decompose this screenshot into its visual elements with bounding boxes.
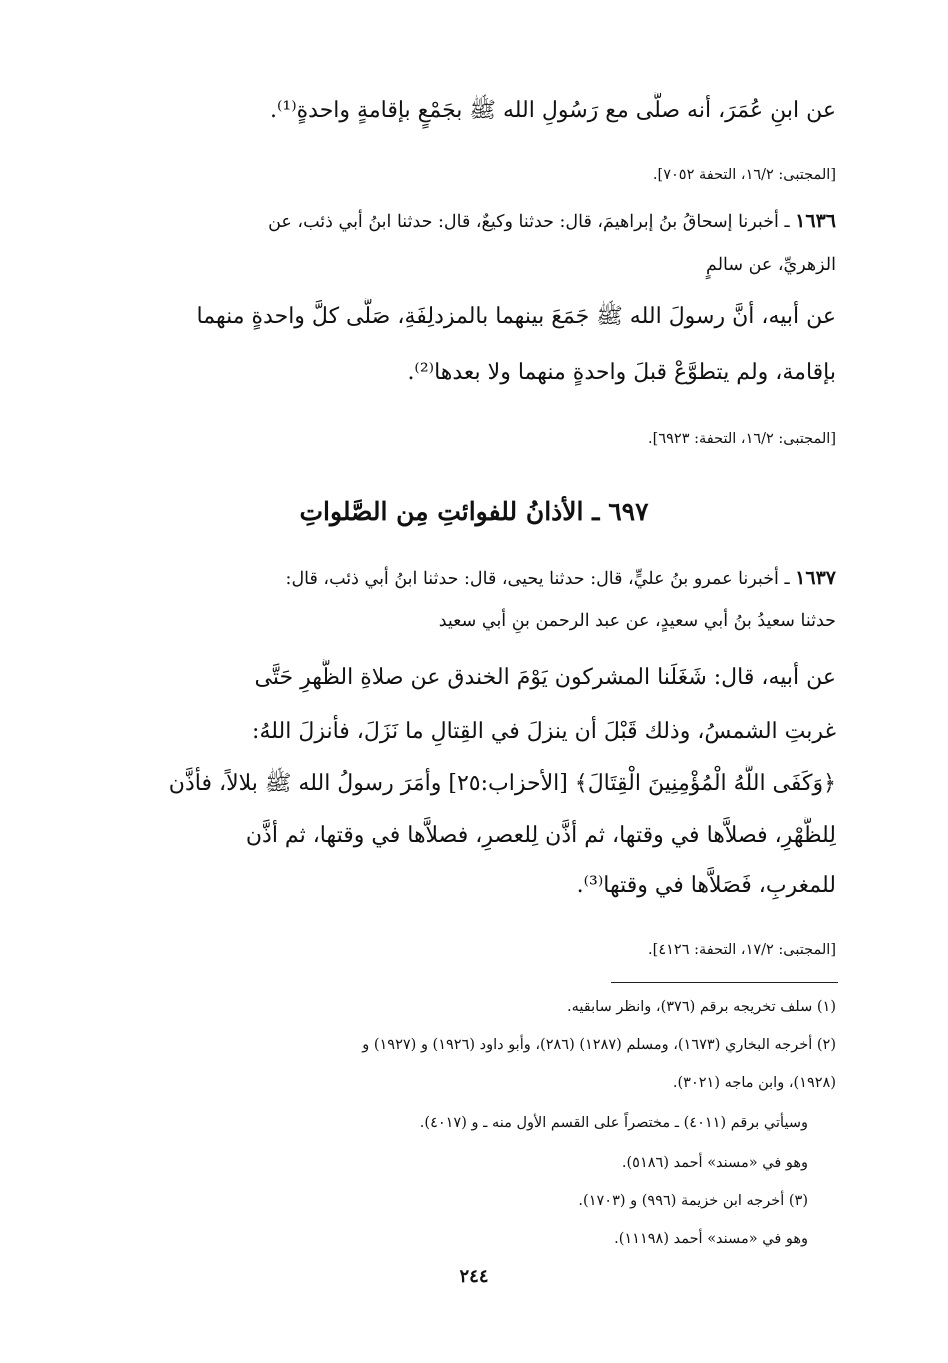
hadith-1637-isnad-line-2: حدثنا سعيدُ بنُ أبي سعيدٍ، عن عبد الرحمن بنِ أبي سعيد <box>438 611 836 631</box>
hadith-1636-isnad-line-1 <box>111 206 836 236</box>
hadith-number-1637: ١٦٣٧ <box>795 567 836 589</box>
reference-1635: [المجتبى: ١٦/٢، التحفة ٧٠٥٢]. <box>652 167 836 183</box>
hadith-number-1636: ١٦٣٦ <box>795 210 836 232</box>
hadith-1637-isnad-line-1 <box>111 563 836 593</box>
reference-1637: [المجتبى: ١٧/٢، التحفة: ٤١٢٦]. <box>648 942 836 958</box>
footnote-1: (١) سلف تخريجه برقم (٣٧٦)، وانظر سابقيه. <box>567 999 836 1015</box>
hadith-1637-isnad-text-1: ـ أخبرنا عمرو بنُ عليٍّ، قال: حدثنا يحيى، قال: حدثنا ابنُ أبي ذئب، قال: <box>285 569 790 589</box>
footnote-3-line-1: (٣) أخرجه ابن خزيمة (٩٩٦) و (١٧٠٣). <box>578 1193 808 1209</box>
hadith-1637-matn-line-2: غربتِ الشمسُ، وذلك قَبْلَ أن ينزلَ في القِتالِ ما نَزَلَ، فأنزلَ اللهُ: <box>252 719 836 744</box>
hadith-1637-matn-line-4: لِلظُّهْرِ، فصلاَّها في وقتها، ثم أذَّن لِلعصرِ، فصلاَّها في وقتها، ثم أذَّن <box>245 823 836 848</box>
footnote-2-line-3: وسيأتي برقم (٤٠١١) ـ مختصراً على القسم الأول منه ـ و (٤٠١٧). <box>419 1115 808 1131</box>
hadith-1636-matn-line-1: عن أبيه، أنَّ رسولَ الله ﷺ جَمَعَ بينهما بالمزدلِفَةِ، صَلَّى كلَّ واحدةٍ منهما <box>196 304 836 329</box>
hadith-1636-matn-line-2: بإقامة، ولم يتطوَّعْ قبلَ واحدةٍ منهما ولا بعدها⁽²⁾. <box>407 360 836 385</box>
reference-1636: [المجتبى: ١٦/٢، التحفة: ٦٩٢٣]. <box>648 431 836 447</box>
hadith-1637-matn-line-5: للمغربِ، فَصَلاَّها في وقتها⁽³⁾. <box>576 873 836 898</box>
footnote-3-line-2: وهو في «مسند» أحمد (١١١٩٨). <box>614 1231 808 1247</box>
text-line-continuation: عن ابنِ عُمَرَ، أنه صلَّى مع رَسُولِ الله ﷺ بجَمْعٍ بإقامةٍ واحدةٍ⁽¹⁾. <box>270 98 836 123</box>
hadith-1637-matn-line-1: عن أبيه، قال: شَغَلَنا المشركون يَوْمَ الخندق عن صلاةِ الظُّهرِ حَتَّى <box>254 665 836 690</box>
hadith-1636-isnad-line-2: الزهريِّ، عن سالمٍ <box>706 255 836 275</box>
hadith-1636-isnad-text-1: ـ أخبرنا إسحاقُ بنُ إبراهيمَ، قال: حدثنا وكيعٌ، قال: حدثنا ابنُ أبي ذئب، عن <box>268 212 790 232</box>
footnote-2-line-1: (٢) أخرجه البخاري (١٦٧٣)، ومسلم (١٢٨٧) (٢٨٦)، وأبو داود (١٩٢٦) و (١٩٢٧) و <box>362 1037 836 1053</box>
hadith-1637-matn-line-3: ﴿وَكَفَى اللَّهُ الْمُؤْمِنِينَ الْقِتَالَ﴾ [الأحزاب:٢٥] وأمَرَ رسولُ الله ﷺ بلالاً، فأذَّن <box>168 771 836 796</box>
page-number: ٢٤٤ <box>459 1266 489 1287</box>
chapter-heading: ٦٩٧ ـ الأذانُ للفوائتِ مِن الصَّلواتِ <box>299 497 649 526</box>
footnote-2-line-2: (١٩٢٨)، وابن ماجه (٣٠٢١). <box>672 1075 836 1091</box>
footnote-2-line-4: وهو في «مسند» أحمد (٥١٨٦). <box>621 1155 808 1171</box>
footnote-separator <box>611 982 838 983</box>
